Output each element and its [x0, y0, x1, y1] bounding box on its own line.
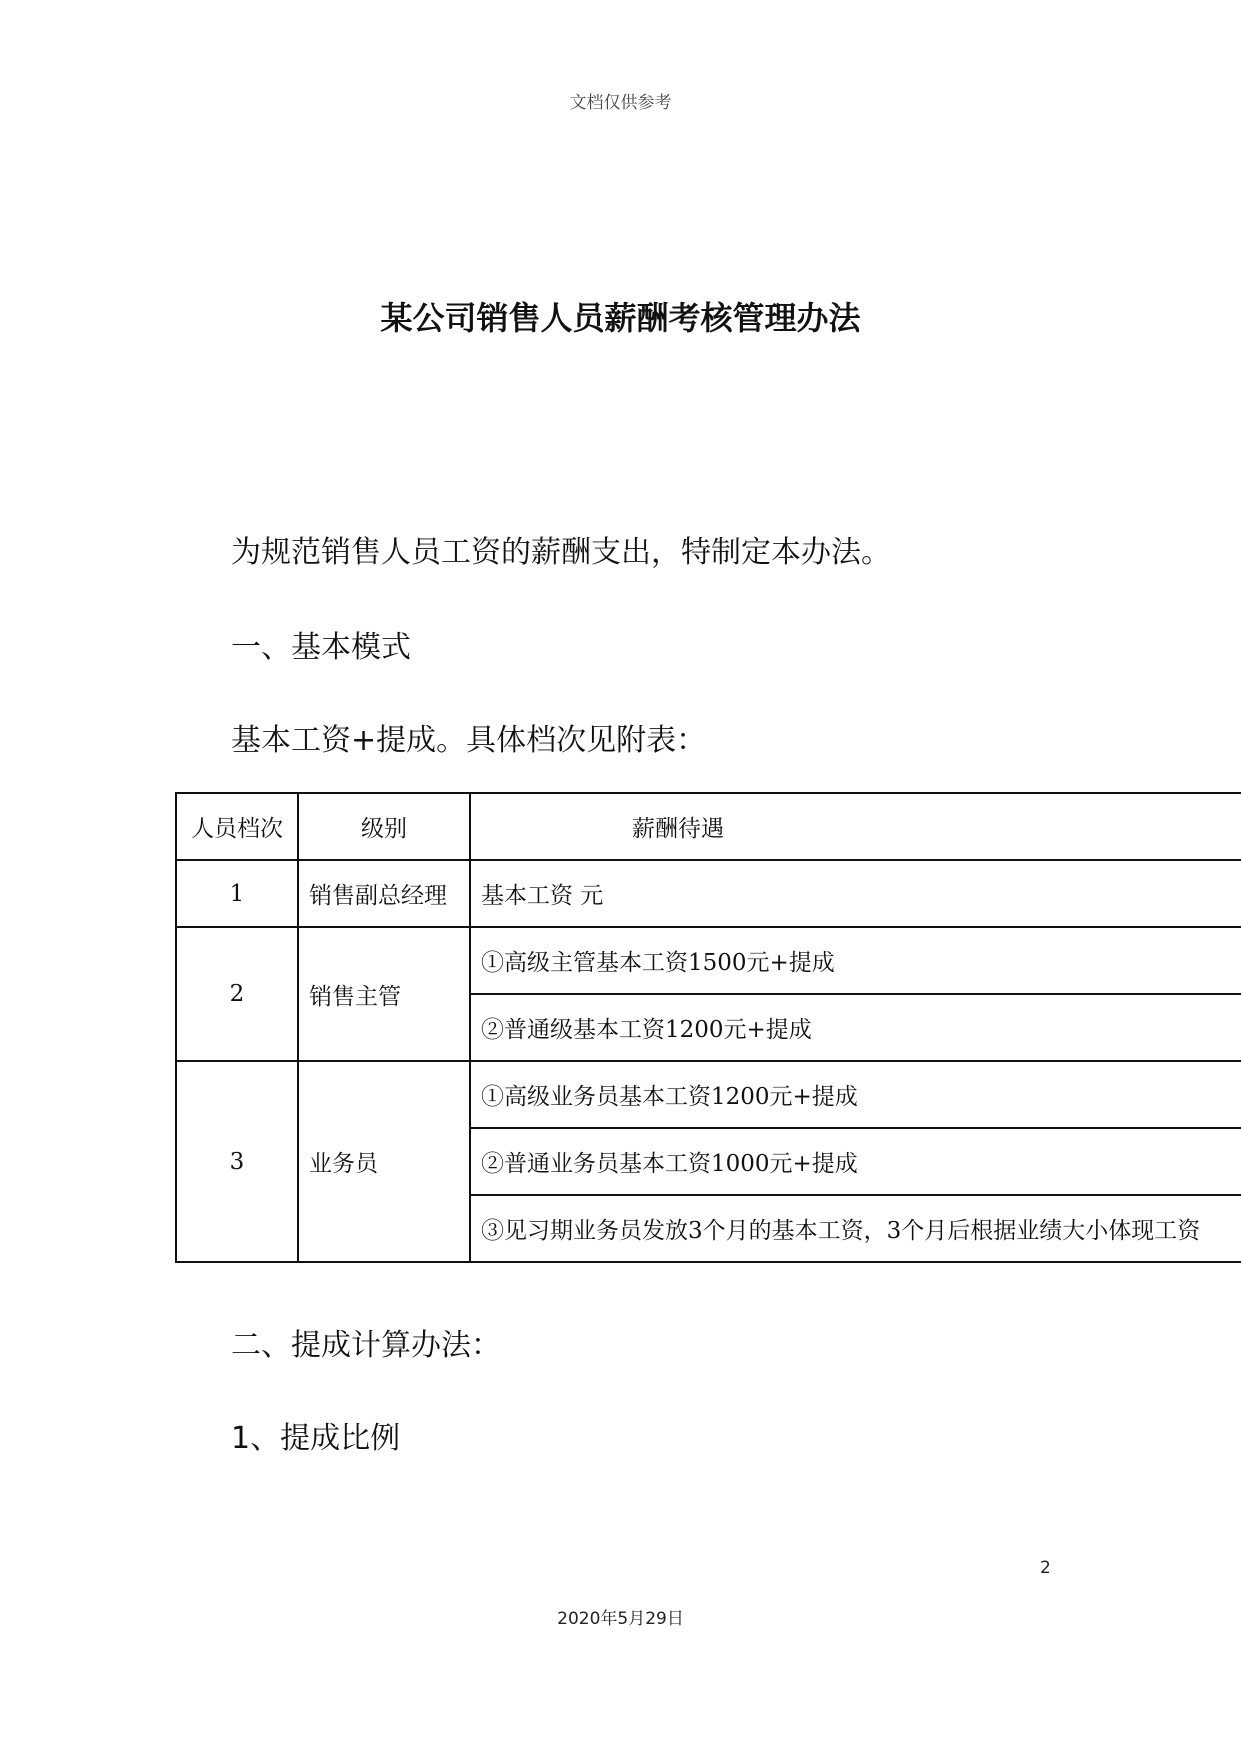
salary-detail-cell: ②普通级基本工资1200元+提成 — [470, 994, 1241, 1061]
salary-table — [175, 792, 1241, 1263]
table-header-cell: 人员档次 — [176, 793, 298, 860]
level-cell: 2 — [176, 927, 298, 1061]
intro-paragraph: 为规范销售人员工资的薪酬支出，特制定本办法。 — [231, 535, 891, 570]
table-row — [176, 1061, 1241, 1128]
salary-detail-cell: ①高级主管基本工资1500元+提成 — [470, 927, 1241, 994]
page-header: 文档仅供参考 — [569, 93, 672, 113]
salary-detail-cell: ①高级业务员基本工资1200元+提成 — [470, 1061, 1241, 1128]
table-header-cell: 薪酬待遇 — [470, 793, 1241, 860]
salary-detail-cell: 基本工资 元 — [470, 860, 1241, 927]
section2-heading: 二、提成计算办法： — [231, 1328, 501, 1363]
page-footer-date: 2020年5月29日 — [557, 1609, 684, 1629]
level-cell: 3 — [176, 1061, 298, 1262]
document-title: 某公司销售人员薪酬考核管理办法 — [380, 299, 861, 337]
section1-heading: 一、基本模式 — [231, 630, 411, 665]
section1-text: 基本工资+提成。具体档次见附表： — [231, 723, 707, 758]
salary-detail-cell: ③见习期业务员发放3个月的基本工资，3个月后根据业绩大小体现工资 — [470, 1195, 1241, 1262]
table-row — [176, 927, 1241, 994]
table-header-cell: 级别 — [298, 793, 470, 860]
page-number: 2 — [1040, 1558, 1051, 1578]
salary-detail-cell: ②普通业务员基本工资1000元+提成 — [470, 1128, 1241, 1195]
rank-cell: 销售主管 — [298, 927, 470, 1061]
section2-subheading: 1、提成比例 — [231, 1421, 401, 1456]
level-cell: 1 — [176, 860, 298, 927]
rank-cell: 业务员 — [298, 1061, 470, 1262]
rank-cell: 销售副总经理 — [298, 860, 470, 927]
table-row — [176, 860, 1241, 927]
table-header-row — [176, 793, 1241, 860]
